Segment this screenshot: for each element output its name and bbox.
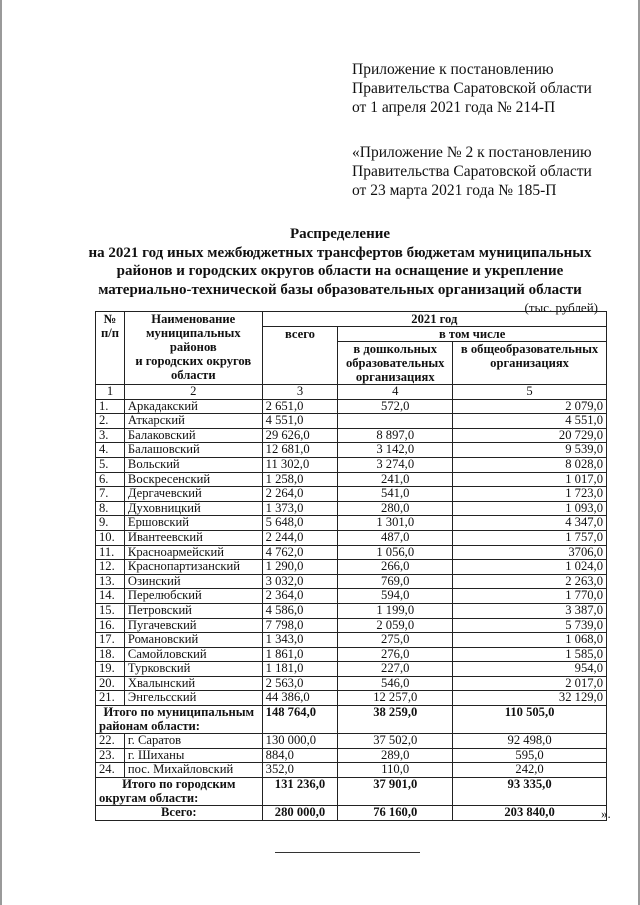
table-row: 22. г. Саратов 130 000,0 37 502,0 92 498,0 [96, 734, 607, 749]
table-row: 7. Дергачевский 2 264,0 541,0 1 723,0 [96, 487, 607, 502]
table-row: 13. Озинский 3 032,0 769,0 2 263,0 [96, 574, 607, 589]
table-row: 19. Турковский 1 181,0 227,0 954,0 [96, 662, 607, 677]
header-preschool: в дошкольных образовательных организациях [338, 342, 453, 385]
table-row: 14. Перелюбский 2 364,0 594,0 1 770,0 [96, 589, 607, 604]
column-index-row: 1 2 3 4 5 [96, 385, 607, 400]
title-line: Распределение [289, 226, 391, 242]
closing-quote: ». [601, 806, 611, 821]
closing-divider [275, 852, 420, 853]
appendix-line: «Приложение № 2 к постановлению [352, 144, 592, 161]
table-row: 5. Вольский 11 302,0 3 274,0 8 028,0 [96, 457, 607, 472]
table-row: 11. Красноармейский 4 762,0 1 056,0 3706,0 [96, 545, 607, 560]
table-row: 4. Балашовский 12 681,0 3 142,0 9 539,0 [96, 443, 607, 458]
table-row: 16. Пугачевский 7 798,0 2 059,0 5 739,0 [96, 618, 607, 633]
table-row: 10. Ивантеевский 2 244,0 487,0 1 757,0 [96, 530, 607, 545]
title-line: материально-технической базы образовательных организаций области [98, 281, 582, 298]
appendix-line: Правительства Саратовской области [352, 163, 592, 180]
scan-edge-left [0, 0, 2, 905]
appendix-line: от 1 апреля 2021 года № 214-П [352, 99, 556, 116]
appendix-line: Приложение к постановлению [352, 61, 554, 78]
table-row: 6. Воскресенский 1 258,0 241,0 1 017,0 [96, 472, 607, 487]
city-total-row: Итого по городским округам области: 131 236,0 37 901,0 93 335,0 [96, 778, 607, 806]
table-row: 3. Балаковский 29 626,0 8 897,0 20 729,0 [96, 428, 607, 443]
header-num: № п/п [96, 312, 125, 385]
table-row: 23. г. Шиханы 884,0 289,0 595,0 [96, 748, 607, 763]
table-row: 12. Краснопартизанский 1 290,0 266,0 1 024,0 [96, 560, 607, 575]
table-row: 20. Хвалынский 2 563,0 546,0 2 017,0 [96, 676, 607, 691]
appendix-line: от 23 марта 2021 года № 185-П [352, 182, 557, 199]
table-row: 21. Энгельсский 44 386,0 12 257,0 32 129,0 [96, 691, 607, 706]
table-row: 24. пос. Михайловский 352,0 110,0 242,0 [96, 763, 607, 778]
appendix-header [352, 60, 592, 200]
grand-total-row: Всего: 280 000,0 76 160,0 203 840,0 [96, 806, 607, 821]
table-row: 2. Аткарский 4 551,0 4 551,0 [96, 414, 607, 429]
distribution-table [95, 311, 607, 821]
header-year: 2021 год [262, 312, 606, 327]
table-row: 1. Аркадакский 2 651,0 572,0 2 079,0 [96, 399, 607, 414]
table-row: 18. Самойловский 1 861,0 276,0 1 585,0 [96, 647, 607, 662]
table-row: 15. Петровский 4 586,0 1 199,0 3 387,0 [96, 603, 607, 618]
title-line: на 2021 год иных межбюджетных трансфертов бюджетам муниципальных [88, 244, 592, 261]
header-total: всего [262, 327, 338, 385]
municipal-total-row: Итого по муниципальным районам области: 148 764,0 38 259,0 110 505,0 [96, 706, 607, 734]
table-row: 8. Духовницкий 1 373,0 280,0 1 093,0 [96, 501, 607, 516]
table-row: 17. Романовский 1 343,0 275,0 1 068,0 [96, 633, 607, 648]
units-label: (тыс. рублей) [524, 300, 598, 315]
appendix-line: Правительства Саратовской области [352, 80, 592, 97]
header-general: в общеобразовательных организациях [453, 342, 607, 385]
title-line: районов и городских округов области на оснащение и укрепление [116, 263, 564, 279]
document-title [80, 225, 600, 299]
table-row: 9. Ершовский 5 648,0 1 301,0 4 347,0 [96, 516, 607, 531]
header-name: Наименование муниципальных районов и городских округов области [124, 312, 262, 385]
header-including: в том числе [338, 327, 607, 342]
